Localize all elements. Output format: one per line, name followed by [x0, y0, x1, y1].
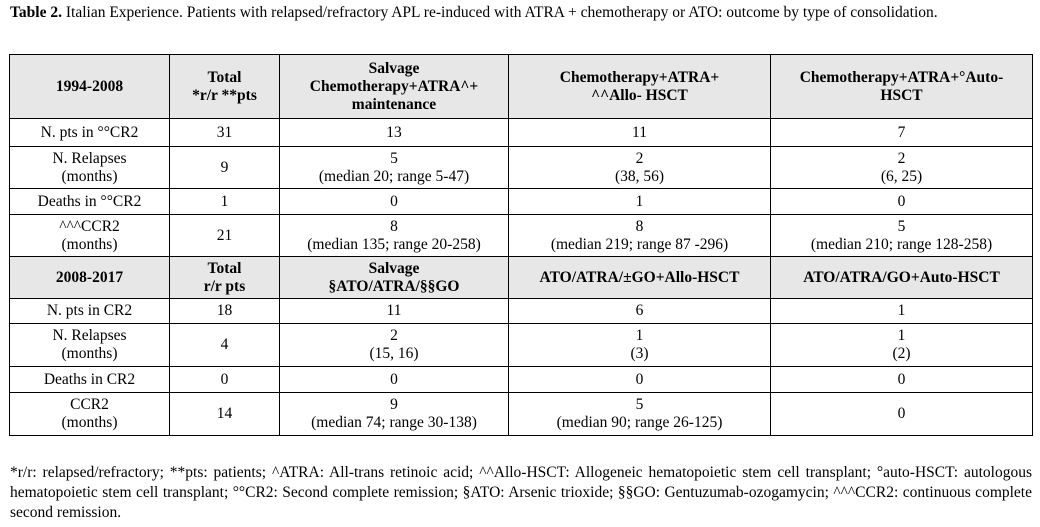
cell-line: Chemotherapy+ATRA^+ — [309, 77, 479, 95]
caption-label: Table 2. — [10, 4, 62, 21]
cell-line: N. Relapses — [52, 149, 127, 167]
cell-line: (months) — [61, 414, 118, 431]
row-label — [10, 324, 170, 367]
column-header — [280, 55, 509, 119]
period-header — [10, 257, 170, 299]
column-header — [280, 257, 509, 299]
cell-line: Salvage — [368, 259, 420, 277]
cell-line: 0 — [897, 405, 906, 422]
row-label — [10, 119, 170, 147]
data-cell — [509, 367, 771, 393]
data-cell — [280, 393, 509, 436]
cell-line: §ATO/ATRA/§§GO — [328, 277, 460, 295]
column-header — [170, 55, 280, 119]
cell-line: HSCT — [880, 86, 923, 104]
caption-text: Italian Experience. Patients with relapsed/refractory APL re-induced with ATRA + chemotherapy or ATO: outcome by type of consolidation. — [65, 4, 938, 21]
row-label — [10, 299, 170, 324]
total-cell: 1 — [170, 189, 280, 215]
cell-line: 7 — [897, 123, 906, 141]
cell-line: (months) — [61, 235, 118, 253]
section1-header-row — [10, 55, 1033, 119]
data-cell — [509, 215, 771, 257]
data-cell — [771, 367, 1033, 393]
cell-line: Deaths in CR2 — [43, 370, 136, 388]
total-cell: 18 — [170, 299, 280, 324]
cell-line: 5 — [635, 396, 644, 413]
cell-line: (38, 56) — [614, 167, 665, 185]
column-header — [509, 257, 771, 299]
cell-line: 1 — [635, 192, 644, 210]
cell-line: 13 — [386, 123, 402, 141]
total-cell: 4 — [170, 324, 280, 367]
table-row — [10, 215, 1033, 257]
cell-line: 11 — [632, 123, 647, 141]
outcome-table — [9, 54, 1033, 436]
column-header — [771, 257, 1033, 299]
table-row — [10, 393, 1033, 436]
cell-line: N. pts in CR2 — [46, 302, 133, 319]
data-cell — [771, 147, 1033, 189]
footnote: *r/r: relapsed/refractory; **pts: patients; ^ATRA: All-trans retinoic acid; ^^Allo-HSCT: Allogeneic hematopoietic stem cell transplant; °auto-HSCT: autologous hematopoietic stem cell transplant; °°CR2: Second complete remission; §ATO: Arsenic trioxide; §§GO: Gentuzumab-ozogamycin; ^^^CCR2: continuous complete second remission. — [10, 464, 1032, 521]
cell-line: 0 — [390, 370, 398, 388]
period-header — [10, 55, 170, 119]
column-header — [509, 55, 771, 119]
cell-line: 9 — [390, 396, 398, 413]
cell-line: (15, 16) — [369, 345, 419, 362]
cell-line: ATO/ATRA/±GO+Allo-HSCT — [539, 268, 740, 286]
cell-line: (2) — [892, 345, 911, 362]
row-label — [10, 215, 170, 257]
table-caption — [10, 3, 1032, 23]
cell-line: (median 90; range 26-125) — [556, 414, 723, 431]
cell-line: (median 74; range 30-138) — [311, 414, 477, 431]
cell-line: 11 — [386, 302, 402, 319]
cell-line: 2 — [390, 327, 398, 344]
data-cell — [280, 189, 509, 215]
cell-line: CCR2 — [70, 396, 109, 413]
cell-line: (median 135; range 20-258) — [307, 235, 481, 253]
data-cell — [509, 299, 771, 324]
cell-line: *r/r **pts — [192, 86, 257, 104]
column-header — [771, 55, 1033, 119]
table-row — [10, 119, 1033, 147]
cell-line: 5 — [897, 217, 906, 235]
cell-line: maintenance — [351, 95, 437, 113]
cell-line: 2 — [635, 149, 644, 167]
cell-line: 2008-2017 — [55, 268, 124, 286]
row-label — [10, 367, 170, 393]
cell-line: 1 — [897, 302, 906, 319]
cell-line: N. pts in °°CR2 — [40, 123, 139, 141]
cell-line: (median 219; range 87 -296) — [550, 235, 729, 253]
row-label — [10, 189, 170, 215]
cell-line: 0 — [390, 192, 398, 210]
cell-line: r/r pts — [203, 277, 246, 295]
row-label — [10, 393, 170, 436]
cell-line: (median 210; range 128-258) — [810, 235, 993, 253]
cell-line: 2 — [897, 149, 906, 167]
cell-line: Total — [207, 259, 242, 277]
cell-line: ^^Allo- HSCT — [591, 86, 688, 104]
data-cell — [280, 119, 509, 147]
cell-line: 0 — [897, 370, 906, 388]
section2-header-row — [10, 257, 1033, 299]
cell-line: Chemotherapy+ATRA+ — [559, 68, 720, 86]
cell-line: 0 — [897, 192, 906, 210]
data-cell — [280, 215, 509, 257]
total-cell: 0 — [170, 367, 280, 393]
data-cell — [771, 299, 1033, 324]
table-row — [10, 299, 1033, 324]
total-cell: 14 — [170, 393, 280, 436]
data-cell — [280, 367, 509, 393]
data-cell — [509, 147, 771, 189]
total-cell: 21 — [170, 215, 280, 257]
cell-line: Total — [207, 68, 242, 86]
table-row — [10, 324, 1033, 367]
row-label — [10, 147, 170, 189]
data-cell — [771, 393, 1033, 436]
cell-line: Salvage — [368, 59, 420, 77]
cell-line: (3) — [630, 345, 649, 362]
data-cell — [771, 215, 1033, 257]
cell-line: (6, 25) — [880, 167, 923, 185]
table-row — [10, 147, 1033, 189]
total-cell: 31 — [170, 119, 280, 147]
cell-line: 8 — [635, 217, 644, 235]
data-cell — [771, 324, 1033, 367]
column-header — [170, 257, 280, 299]
total-cell: 9 — [170, 147, 280, 189]
data-cell — [509, 324, 771, 367]
cell-line: Deaths in °°CR2 — [37, 192, 142, 210]
table-row — [10, 189, 1033, 215]
data-cell — [509, 393, 771, 436]
cell-line: (months) — [61, 167, 118, 185]
cell-line: 6 — [635, 302, 644, 319]
cell-line: 1994-2008 — [55, 77, 124, 95]
data-cell — [280, 324, 509, 367]
data-cell — [280, 299, 509, 324]
cell-line: N. Relapses — [52, 327, 127, 344]
data-cell — [771, 189, 1033, 215]
table-body — [10, 55, 1033, 436]
cell-line: 1 — [897, 327, 906, 344]
cell-line: ^^^CCR2 — [59, 217, 120, 235]
data-cell — [280, 147, 509, 189]
cell-line: 1 — [635, 327, 644, 344]
cell-line: (months) — [61, 345, 118, 362]
cell-line: 5 — [390, 149, 398, 167]
data-cell — [771, 119, 1033, 147]
table-row — [10, 367, 1033, 393]
data-cell — [509, 189, 771, 215]
cell-line: Chemotherapy+ATRA+°Auto- — [799, 68, 1004, 86]
cell-line: 8 — [390, 217, 398, 235]
cell-line: 0 — [635, 370, 644, 388]
cell-line: (median 20; range 5-47) — [318, 167, 470, 185]
cell-line: ATO/ATRA/GO+Auto-HSCT — [803, 268, 1000, 286]
data-cell — [509, 119, 771, 147]
